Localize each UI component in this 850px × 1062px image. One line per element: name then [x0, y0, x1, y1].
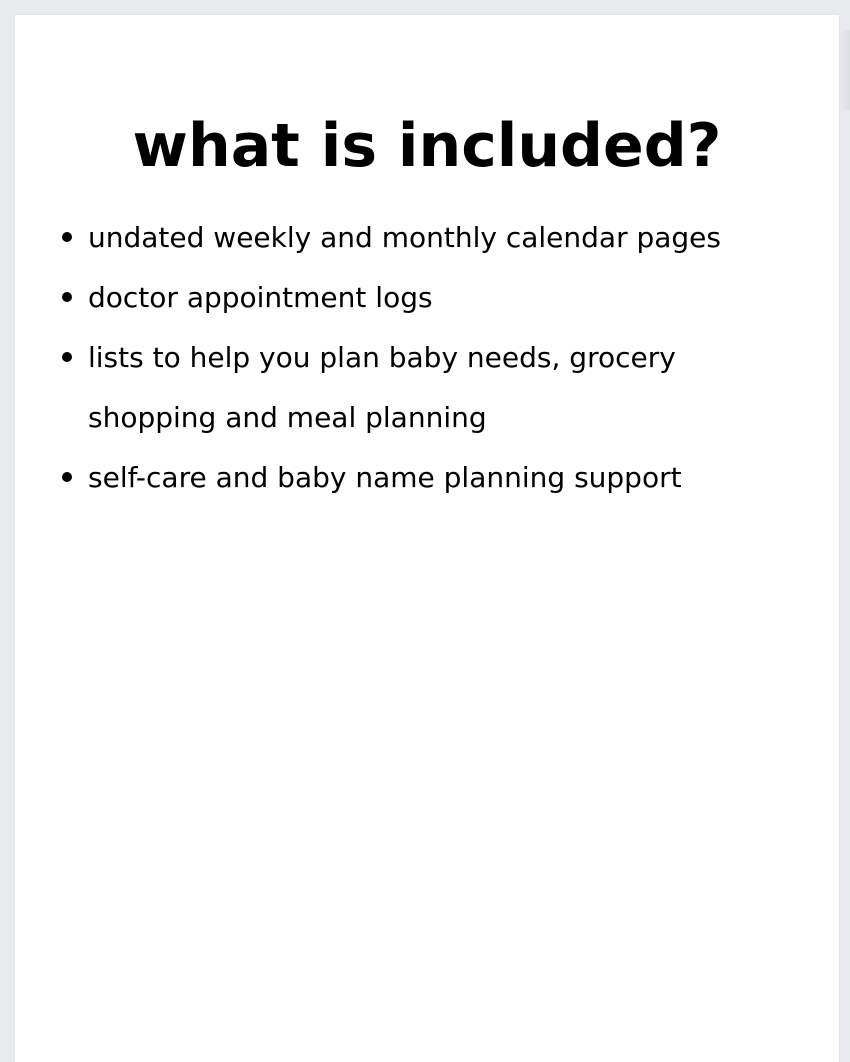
- list-item-text: doctor appointment logs: [88, 281, 433, 314]
- scroll-edge-shadow: [840, 30, 850, 110]
- page-title: what is included?: [132, 111, 722, 181]
- list-item: [60, 328, 780, 448]
- bullet-icon: [62, 292, 72, 302]
- list-item: [60, 448, 780, 508]
- bullet-icon: [62, 472, 72, 482]
- list-item-text: lists to help you plan baby needs, grocery shopping and meal planning: [88, 341, 676, 434]
- bullet-icon: [62, 232, 72, 242]
- list-item: [60, 208, 780, 268]
- list-item-text: self-care and baby name planning support: [88, 461, 682, 494]
- list-item: [60, 268, 780, 328]
- list-item-text: undated weekly and monthly calendar pages: [88, 221, 721, 254]
- bullet-icon: [62, 352, 72, 362]
- document-page: [15, 15, 839, 1062]
- included-items-list: [60, 208, 780, 508]
